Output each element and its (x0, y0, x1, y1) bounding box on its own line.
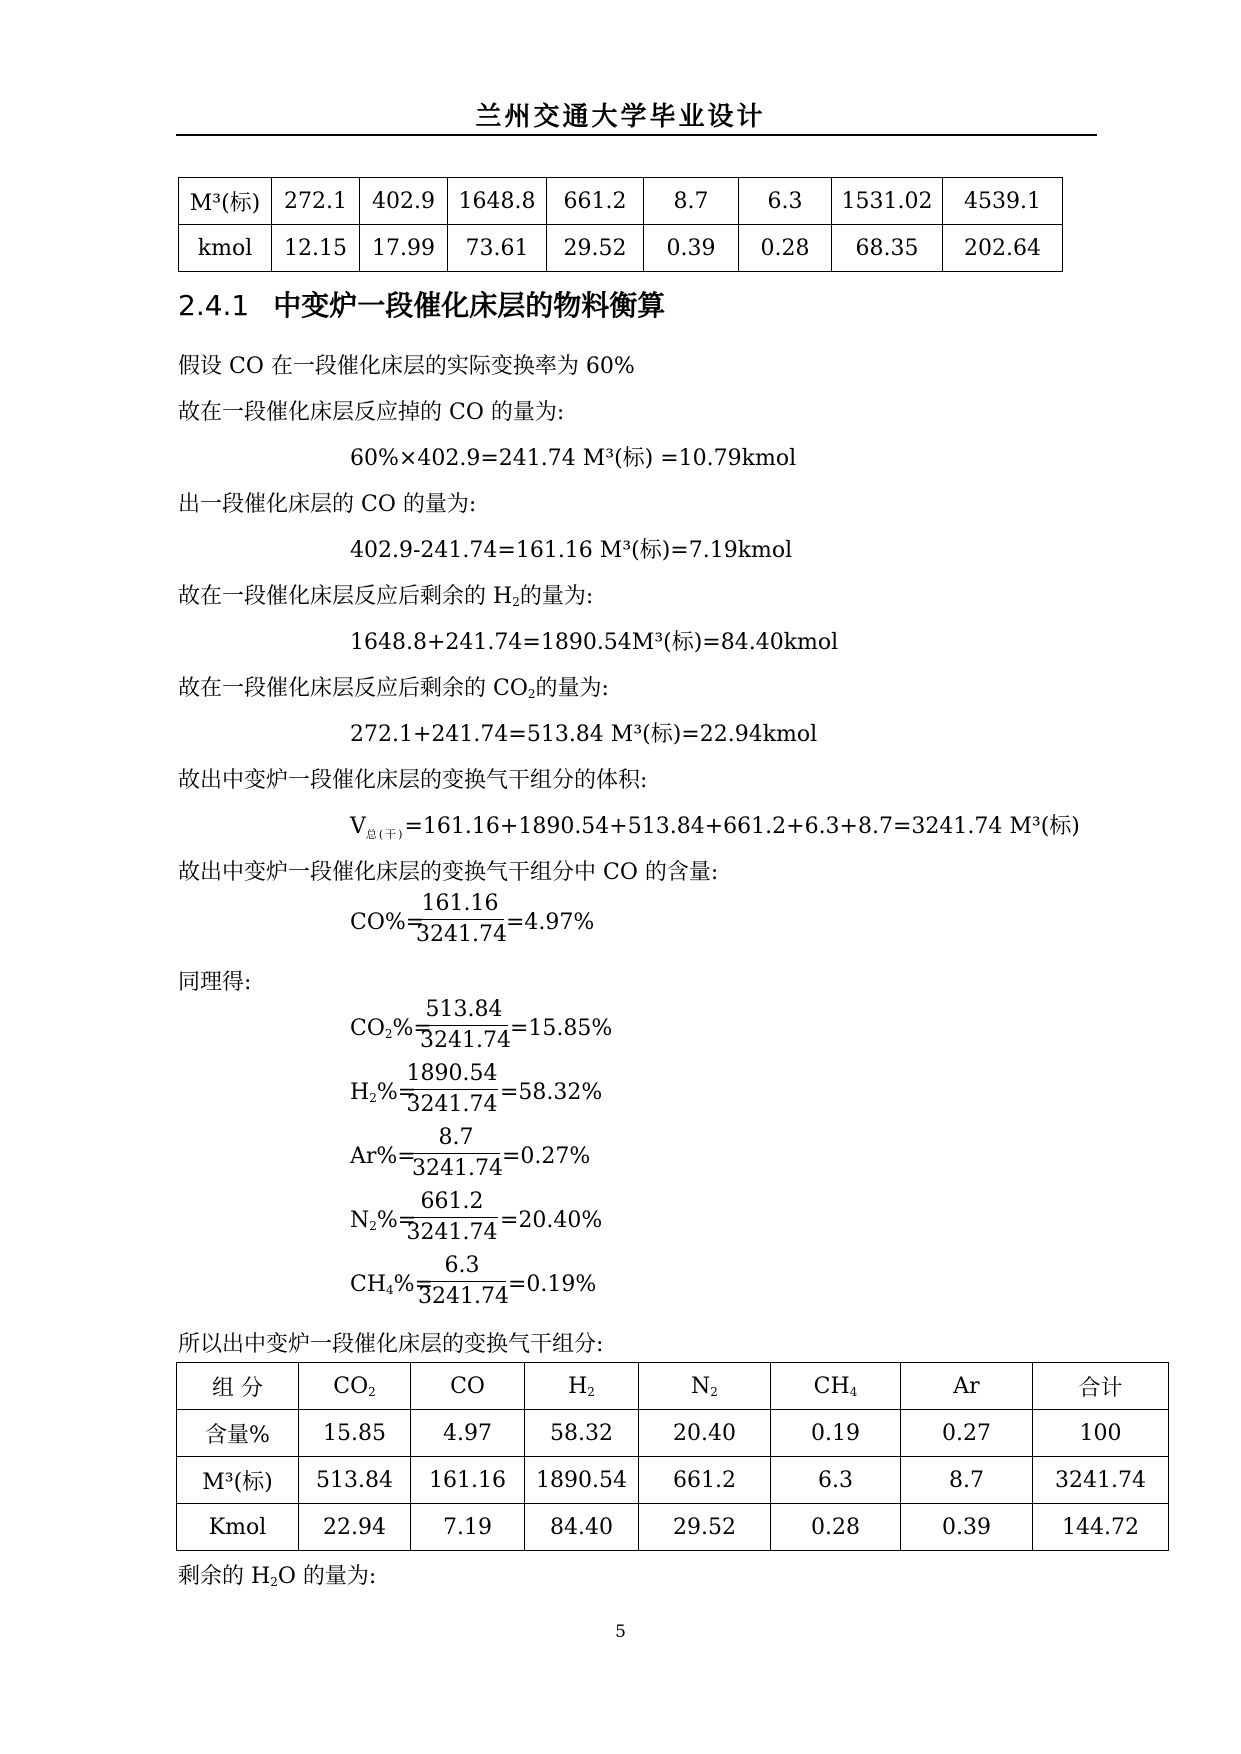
co2-remaining-equation: 272.1+241.74=513.84 M³(标)=22.94kmol (350, 722, 818, 747)
table-cell: 661.2 (547, 178, 644, 225)
table-cell: 161.16 (411, 1457, 525, 1504)
similarly-label: 同理得: (178, 970, 252, 995)
row-label: 含量% (177, 1410, 299, 1457)
table-cell: 17.99 (360, 225, 448, 272)
column-header: CO (411, 1363, 525, 1410)
column-header: 组 分 (177, 1363, 299, 1410)
fraction-numerator: 513.84 (425, 997, 503, 1022)
table-cell: 0.28 (739, 225, 832, 272)
fraction-numerator: 8.7 (438, 1125, 474, 1150)
fraction-bar (420, 1025, 508, 1026)
fraction-denominator: 3241.74 (406, 1220, 498, 1245)
fraction-numerator: 661.2 (420, 1189, 484, 1214)
fraction-left: $H_2\%=$ (350, 1080, 417, 1105)
composition-table (176, 1362, 1169, 1551)
table-cell: 513.84 (299, 1457, 411, 1504)
column-header: Ar (901, 1363, 1033, 1410)
remaining-text: 剩余的 H (178, 1564, 271, 1589)
table-cell: 15.85 (299, 1410, 411, 1457)
table-row (177, 1410, 1169, 1457)
co-content-intro: 故出中变炉一段催化床层的变换气干组分中 CO 的含量: (178, 860, 719, 885)
table-header-row (177, 1363, 1169, 1410)
table-cell: 20.40 (639, 1410, 771, 1457)
volume-subscript: 总(干) (365, 828, 405, 841)
fraction-bar (406, 1217, 498, 1218)
co-out-intro: 出一段催化床层的 CO 的量为: (178, 492, 477, 517)
fraction-bar (418, 1281, 506, 1282)
column-header: $CO_2$ (299, 1363, 411, 1410)
fraction-bar (412, 1153, 500, 1154)
remaining-water-intro (178, 1562, 376, 1592)
table-cell: 1648.8 (448, 178, 547, 225)
row-label: Kmol (177, 1504, 299, 1551)
table-row (177, 1457, 1169, 1504)
table-cell: 7.19 (411, 1504, 525, 1551)
table-cell: 0.39 (901, 1504, 1033, 1551)
co2-remaining-intro (178, 674, 609, 704)
volume-sum: =161.16+1890.54+513.84+661.2+6.3+8.7=3241.74 M³(标) (404, 814, 1080, 839)
table-cell: 0.19 (771, 1410, 901, 1457)
co2-subscript: 2 (527, 687, 536, 701)
fraction-result: =58.32% (500, 1080, 603, 1105)
column-header: $N_2$ (639, 1363, 771, 1410)
fraction-result: =15.85% (510, 1016, 613, 1041)
table-cell: 22.94 (299, 1504, 411, 1551)
fraction-body (412, 1124, 503, 1183)
table-cell: 3241.74 (1033, 1457, 1169, 1504)
fraction-bar (416, 919, 504, 920)
fraction-body (420, 996, 511, 1055)
fraction-result: =0.19% (508, 1272, 597, 1297)
table-cell: 84.40 (525, 1504, 639, 1551)
h2-subscript: 2 (512, 595, 520, 609)
table-cell: 73.61 (448, 225, 547, 272)
remaining-text-end: O 的量为: (277, 1564, 377, 1589)
section-heading (178, 288, 665, 324)
table-cell: 661.2 (639, 1457, 771, 1504)
table-cell: 202.64 (943, 225, 1063, 272)
row-label: M³(标) (179, 178, 272, 225)
table-cell: 4539.1 (943, 178, 1063, 225)
fraction-body (418, 1252, 509, 1311)
fraction-left: CO%= (350, 910, 425, 935)
h2-intro-text: 故在一段催化床层反应后剩余的 H (178, 584, 513, 609)
table-cell: 0.27 (901, 1410, 1033, 1457)
table-row (177, 1504, 1169, 1551)
table-cell: 144.72 (1033, 1504, 1169, 1551)
final-intro: 所以出中变炉一段催化床层的变换气干组分: (178, 1332, 604, 1357)
fraction-numerator: 161.16 (421, 891, 499, 916)
fraction-body (406, 1188, 498, 1247)
fraction-body (406, 1060, 498, 1119)
section-number: 2.4.1 (178, 289, 250, 322)
table-cell: 272.1 (272, 178, 360, 225)
table-cell: 0.28 (771, 1504, 901, 1551)
fraction-denominator: 3241.74 (420, 1028, 511, 1053)
fraction-result: =0.27% (502, 1144, 591, 1169)
fraction-numerator: 6.3 (444, 1253, 480, 1278)
volume-intro: 故出中变炉一段催化床层的变换气干组分的体积: (178, 768, 648, 793)
table-cell: 12.15 (272, 225, 360, 272)
column-header: $H_2$ (525, 1363, 639, 1410)
volume-equation (350, 812, 1080, 850)
fraction-numerator: 1890.54 (406, 1061, 498, 1086)
h2-remaining-equation: 1648.8+241.74=1890.54M³(标)=84.40kmol (350, 630, 839, 655)
h2o-subscript: 2 (270, 1575, 278, 1589)
volume-symbol: V (350, 814, 366, 839)
table-cell: 29.52 (639, 1504, 771, 1551)
header-divider (176, 134, 1097, 136)
fraction-body (416, 890, 507, 949)
fraction-bar (406, 1089, 498, 1090)
table-cell: 68.35 (832, 225, 943, 272)
table-cell: 4.97 (411, 1410, 525, 1457)
h2-remaining-intro (178, 582, 593, 612)
assumption-text: 假设 CO 在一段催化床层的实际变换率为 60% (178, 354, 635, 379)
page-number: 5 (615, 1622, 626, 1642)
row-label: kmol (179, 225, 272, 272)
fraction-left: $CO_2\%=$ (350, 1016, 432, 1041)
table-row (179, 225, 1063, 272)
table-cell: 8.7 (644, 178, 739, 225)
column-header: $CH_4$ (771, 1363, 901, 1410)
fraction-result: =4.97% (506, 910, 595, 935)
table-row (179, 178, 1063, 225)
page-header-title: 兰州交通大学毕业设计 (475, 102, 766, 132)
table-cell: 6.3 (739, 178, 832, 225)
fraction-denominator: 3241.74 (412, 1156, 503, 1181)
fraction-left: $CH_4\%=$ (350, 1272, 434, 1297)
table-cell: 100 (1033, 1410, 1169, 1457)
co-reacted-intro: 故在一段催化床层反应掉的 CO 的量为: (178, 400, 565, 425)
table-cell: 0.39 (644, 225, 739, 272)
table-cell: 29.52 (547, 225, 644, 272)
table-cell: 402.9 (360, 178, 448, 225)
fraction-left: $N_2\%=$ (350, 1208, 417, 1233)
table-cell: 6.3 (771, 1457, 901, 1504)
co2-intro-text: 故在一段催化床层反应后剩余的 CO (178, 676, 528, 701)
fraction-left: Ar%= (350, 1144, 416, 1169)
table-cell: 1890.54 (525, 1457, 639, 1504)
section-title: 中变炉一段催化床层的物料衡算 (273, 289, 666, 322)
column-header: 合计 (1033, 1363, 1169, 1410)
row-label: M³(标) (177, 1457, 299, 1504)
top-continued-table (178, 177, 1063, 272)
fraction-denominator: 3241.74 (406, 1092, 498, 1117)
co2-intro-text-end: 的量为: (535, 676, 609, 701)
fraction-denominator: 3241.74 (416, 922, 507, 947)
h2-intro-text-end: 的量为: (519, 584, 594, 609)
table-cell: 58.32 (525, 1410, 639, 1457)
fraction-denominator: 3241.74 (418, 1284, 509, 1309)
fraction-result: =20.40% (500, 1208, 603, 1233)
co-reacted-equation: 60%×402.9=241.74 M³(标) =10.79kmol (350, 446, 797, 471)
co-out-equation: 402.9-241.74=161.16 M³(标)=7.19kmol (350, 538, 793, 563)
table-cell: 8.7 (901, 1457, 1033, 1504)
table-cell: 1531.02 (832, 178, 943, 225)
